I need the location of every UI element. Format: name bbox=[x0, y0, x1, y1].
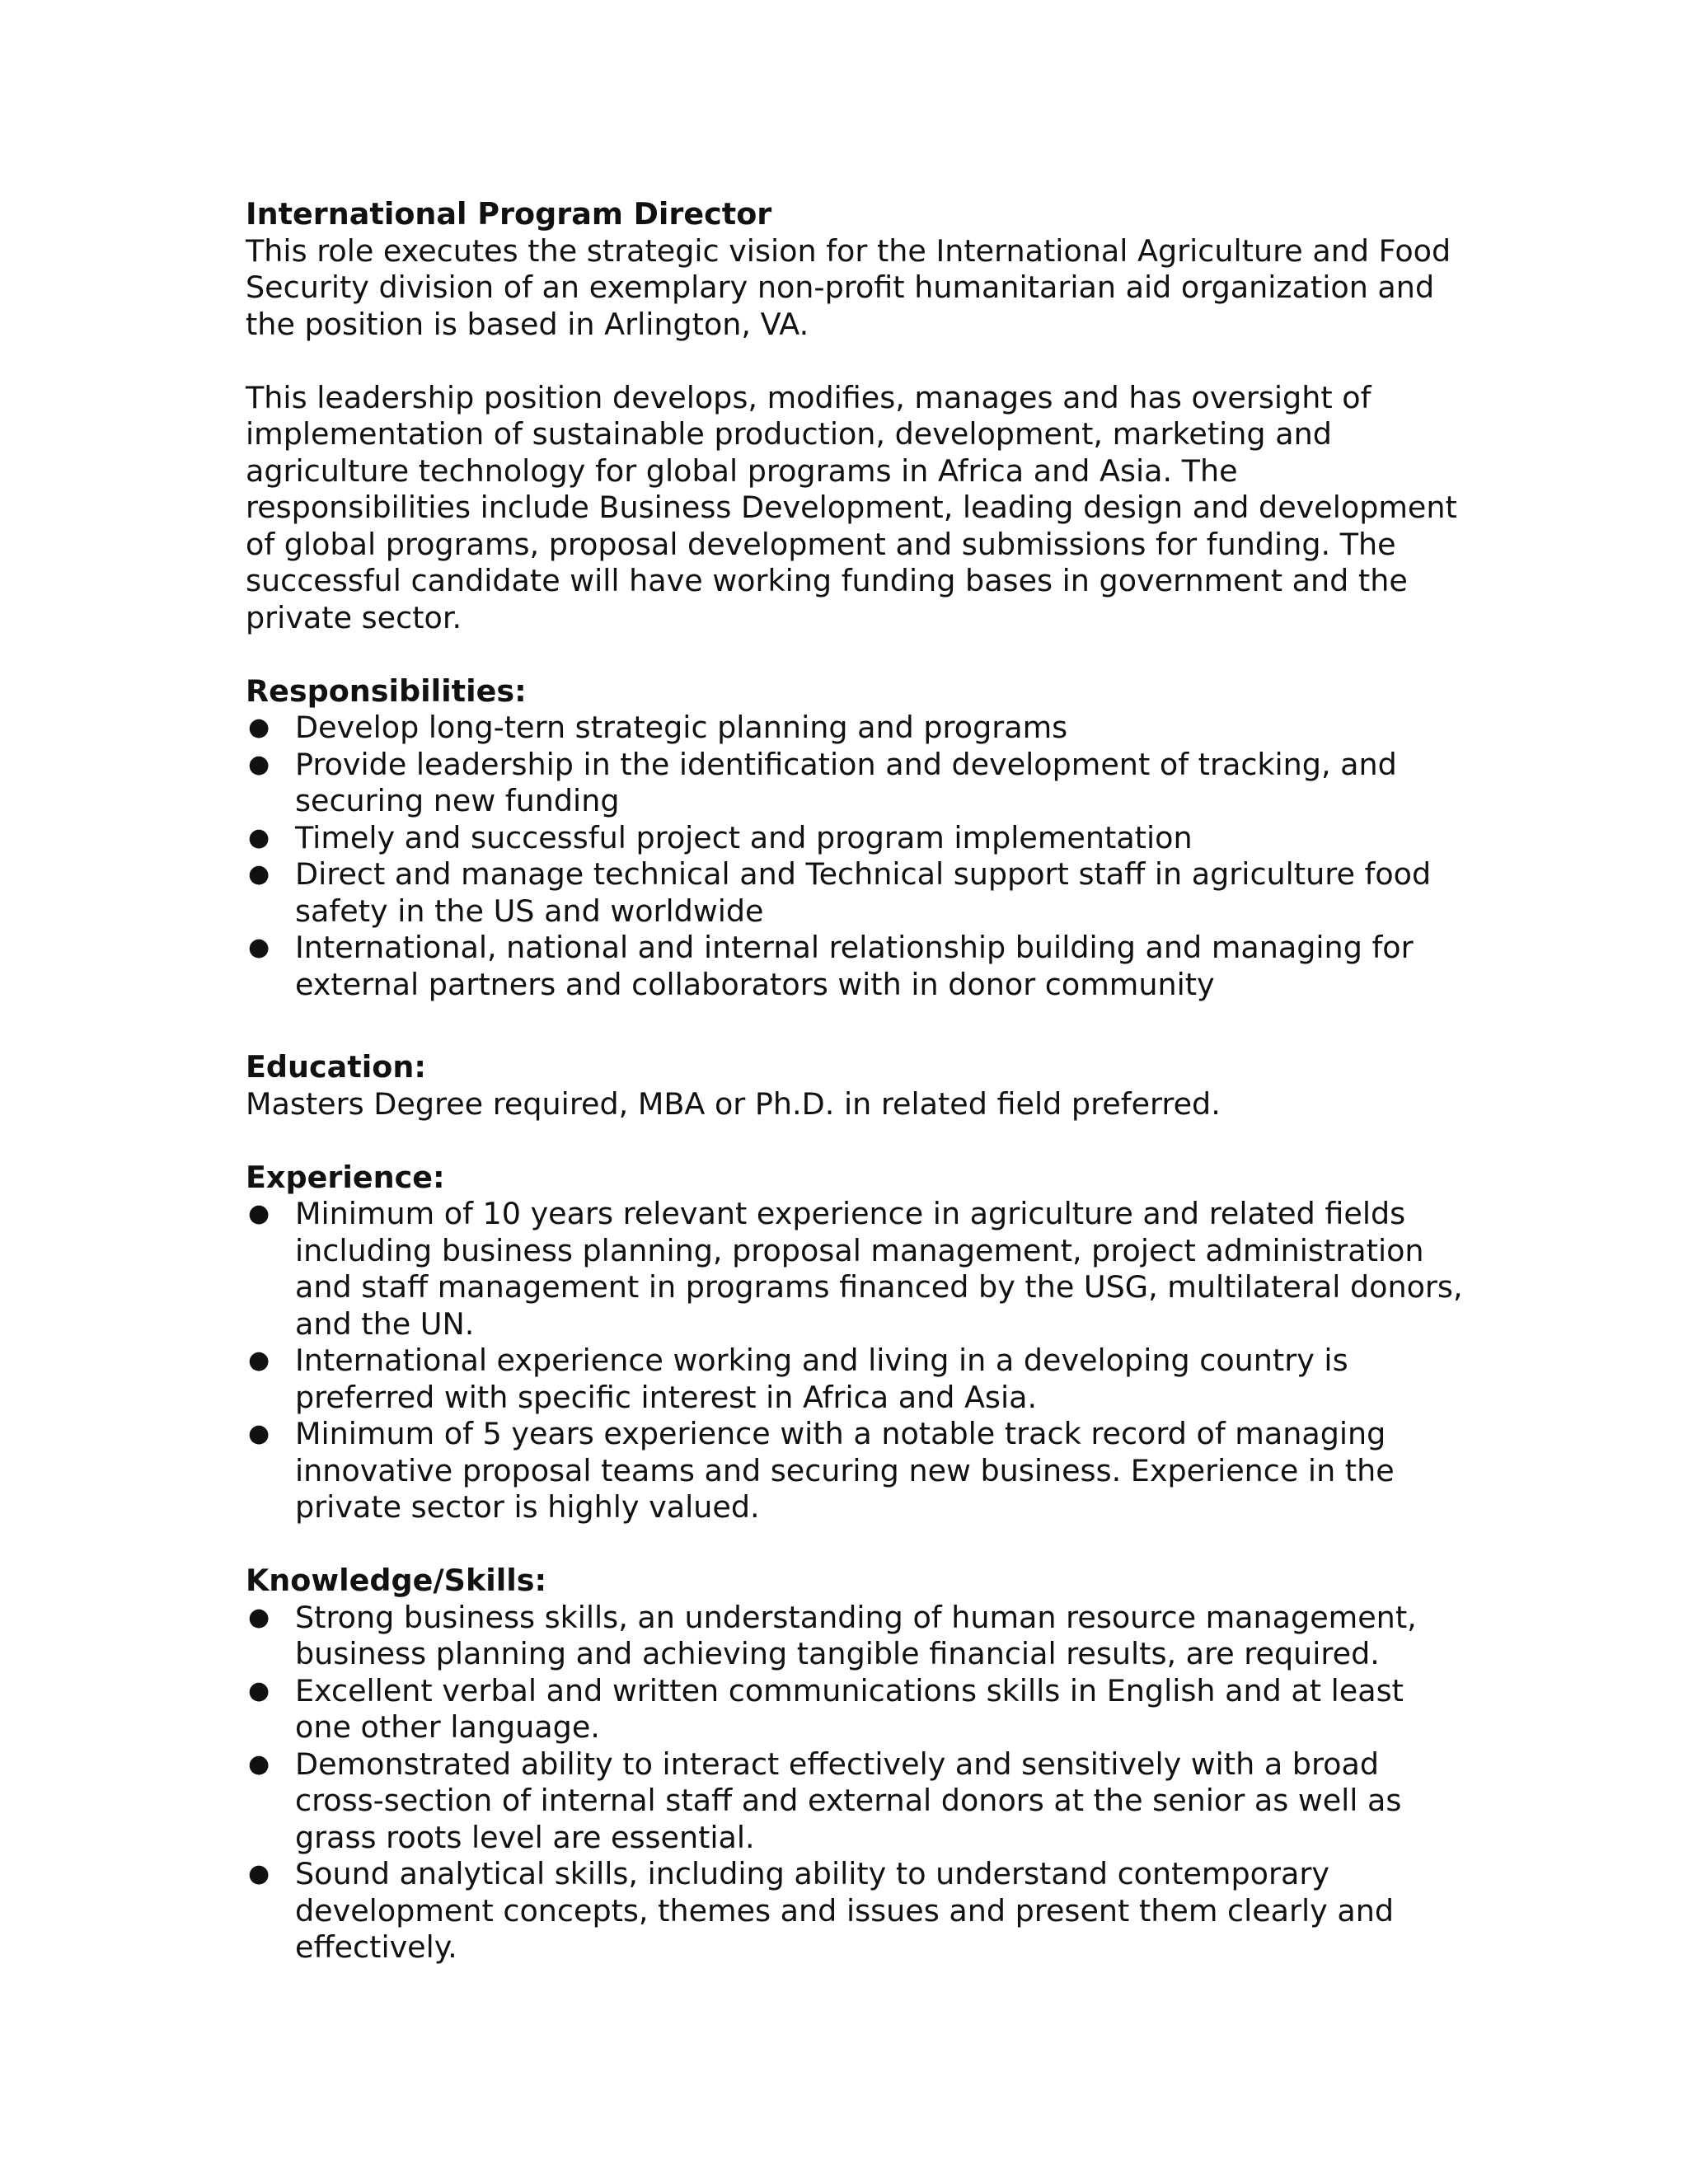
list-item bbox=[246, 1196, 1465, 1343]
list-item-text: Demonstrated ability to interact effectively and sensitively with a broad cross-section of internal staff and external donors at the senior as well as grass roots level are essential. bbox=[295, 1746, 1402, 1855]
list-item-text: Develop long-tern strategic planning and programs bbox=[295, 710, 1068, 745]
knowledge-skills-heading: Knowledge/Skills: bbox=[246, 1563, 547, 1598]
list-item bbox=[246, 1673, 1465, 1746]
bullet-icon: ● bbox=[248, 933, 270, 962]
bullet-icon: ● bbox=[248, 1419, 270, 1448]
bullet-icon: ● bbox=[248, 1346, 270, 1375]
bullet-icon: ● bbox=[248, 1749, 270, 1779]
spacer bbox=[246, 1122, 1465, 1160]
list-item bbox=[246, 856, 1465, 930]
list-item bbox=[246, 1416, 1465, 1526]
list-item bbox=[246, 747, 1465, 820]
list-item-text: Sound analytical skills, including ability to understand contemporary development concepts, themes and issues and present them clearly and effectively. bbox=[295, 1856, 1395, 1965]
responsibilities-heading: Responsibilities: bbox=[246, 673, 527, 709]
list-item bbox=[246, 820, 1465, 857]
bullet-icon: ● bbox=[248, 1675, 270, 1705]
list-item bbox=[246, 710, 1465, 747]
bullet-icon: ● bbox=[248, 713, 270, 742]
intro-paragraph: This role executes the strategic vision for the International Agriculture and Food Security division of an exemplary non-profit humanitarian aid organization and the position is based in Arlington, VA. bbox=[246, 232, 1451, 342]
list-item-text: International, national and internal relationship building and managing for external partners and collaborators with in donor community bbox=[295, 930, 1414, 1002]
list-item bbox=[246, 930, 1465, 1003]
leadership-paragraph: This leadership position develops, modifies, manages and has oversight of implementation of sustainable production, development, marketing and agriculture technology for global programs in Africa and Asia. The responsibilities include Business Development, leading design and development of global programs, proposal development and submissions for funding. The successful candidate will have working funding bases in government and the private sector. bbox=[246, 379, 1457, 635]
bullet-icon: ● bbox=[248, 1199, 270, 1228]
knowledge-skills-list bbox=[246, 1600, 1465, 1966]
document-page bbox=[246, 196, 1465, 1966]
list-item bbox=[246, 1600, 1465, 1673]
bullet-icon: ● bbox=[248, 860, 270, 888]
list-item-text: Excellent verbal and written communications skills in English and at least one other language. bbox=[295, 1672, 1404, 1745]
responsibilities-list bbox=[246, 710, 1465, 1003]
list-item bbox=[246, 1746, 1465, 1857]
spacer bbox=[246, 1526, 1465, 1563]
list-item-text: Minimum of 10 years relevant experience in agriculture and related fields including business planning, proposal management, project administration and staff management in programs financed by the USG, multilateral donors, and the UN. bbox=[295, 1196, 1463, 1342]
experience-list bbox=[246, 1196, 1465, 1526]
spacer bbox=[246, 343, 1465, 380]
experience-heading: Experience: bbox=[246, 1159, 445, 1195]
spacer bbox=[246, 636, 1465, 673]
list-item-text: Timely and successful project and program implementation bbox=[295, 819, 1193, 855]
bullet-icon: ● bbox=[248, 1859, 270, 1888]
list-item bbox=[246, 1856, 1465, 1966]
list-item bbox=[246, 1343, 1465, 1416]
page-title: International Program Director bbox=[246, 196, 772, 232]
bullet-icon: ● bbox=[248, 823, 270, 852]
education-text: Masters Degree required, MBA or Ph.D. in related field preferred. bbox=[246, 1085, 1221, 1122]
education-heading: Education: bbox=[246, 1049, 426, 1085]
bullet-icon: ● bbox=[248, 1602, 270, 1632]
bullet-icon: ● bbox=[248, 749, 270, 779]
list-item-text: International experience working and living in a developing country is preferred with specific interest in Africa and Asia. bbox=[295, 1343, 1348, 1415]
list-item-text: Provide leadership in the identification and development of tracking, and securing new funding bbox=[295, 746, 1397, 818]
list-item-text: Direct and manage technical and Technical support staff in agriculture food safety in the US and worldwide bbox=[295, 856, 1432, 929]
spacer bbox=[246, 1003, 1465, 1049]
list-item-text: Minimum of 5 years experience with a notable track record of managing innovative proposal teams and securing new business. Experience in the private sector is highly valued. bbox=[295, 1416, 1395, 1525]
list-item-text: Strong business skills, an understanding of human resource management, business planning and achieving tangible financial results, are required. bbox=[295, 1599, 1417, 1671]
